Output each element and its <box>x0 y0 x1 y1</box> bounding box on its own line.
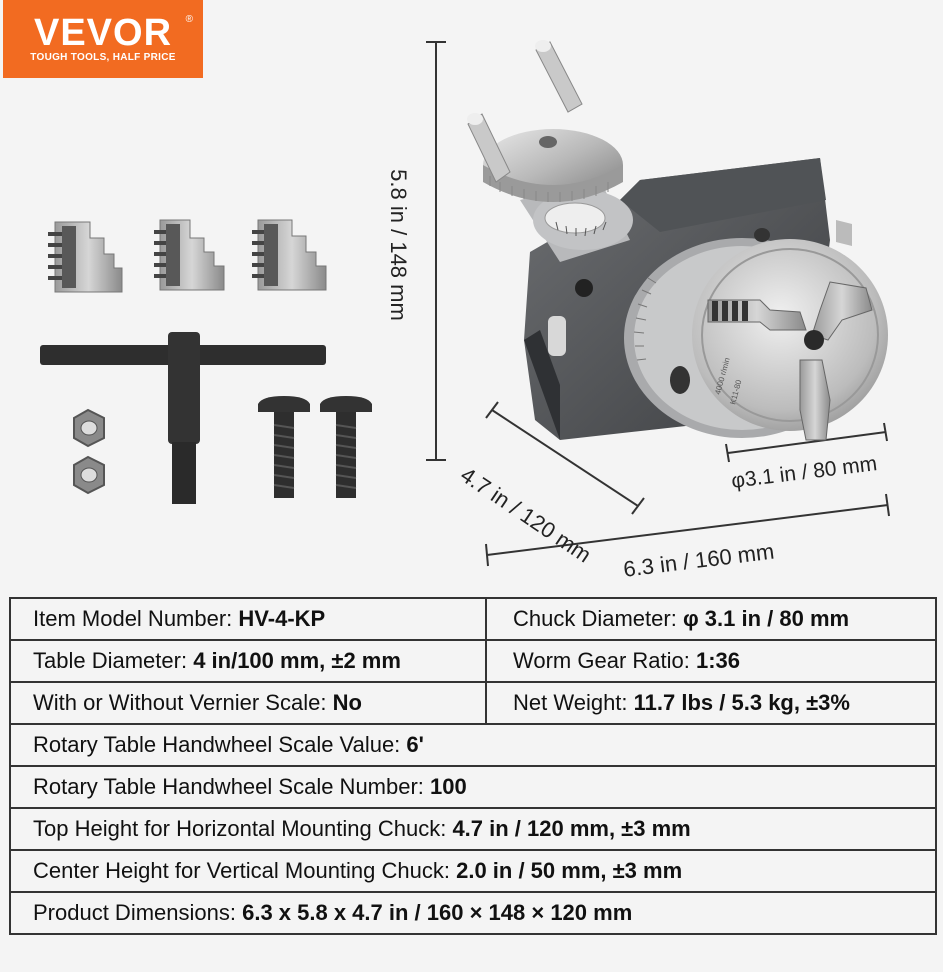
spare-jaw-2 <box>154 220 224 290</box>
spec-row <box>10 682 936 724</box>
spec-value: 4 in/100 mm, ±2 mm <box>193 648 401 673</box>
spec-label: Worm Gear Ratio: <box>513 648 696 673</box>
spec-row <box>10 850 936 892</box>
brand-tagline: TOUGH TOOLS, HALF PRICE <box>30 52 176 63</box>
spec-value: φ 3.1 in / 80 mm <box>682 606 850 631</box>
spec-row <box>10 808 936 850</box>
chuck-marking-2: K11-80 <box>728 378 744 406</box>
spec-value: 2.0 in / 50 mm, ±3 mm <box>456 858 683 883</box>
depth-dimension-label: 4.7 in / 120 mm <box>456 462 596 568</box>
spec-cell-top-height <box>10 808 936 850</box>
spec-table <box>9 597 937 935</box>
spec-cell-scale-number <box>10 766 936 808</box>
registered-mark: ® <box>185 14 193 25</box>
spec-value: 100 <box>430 774 467 799</box>
spec-value: No <box>332 690 362 715</box>
spec-value: HV-4-KP <box>238 606 326 631</box>
spec-label: Item Model Number: <box>33 606 239 631</box>
spec-cell-chuck-diameter <box>486 598 936 640</box>
spec-value: 4.7 in / 120 mm, ±3 mm <box>452 816 691 841</box>
spec-cell-net-weight <box>486 682 936 724</box>
spare-jaw-1 <box>48 222 122 292</box>
spec-value: 11.7 lbs / 5.3 kg, ±3% <box>633 690 850 715</box>
spec-label: Chuck Diameter: <box>513 606 683 631</box>
spec-row <box>10 724 936 766</box>
spec-cell-table-diameter <box>10 640 486 682</box>
spec-row <box>10 640 936 682</box>
spec-cell-product-dims <box>10 892 936 934</box>
t-bolt-2 <box>320 396 372 498</box>
spec-cell-model <box>10 598 486 640</box>
hex-nut-2 <box>74 457 104 493</box>
spec-row <box>10 766 936 808</box>
spec-cell-vernier <box>10 682 486 724</box>
brand-name: VEVOR <box>33 12 173 54</box>
width-dimension-label: 6.3 in / 160 mm <box>622 538 776 582</box>
spec-value: 6' <box>406 732 424 757</box>
spec-label: Table Diameter: <box>33 648 194 673</box>
spec-row <box>10 598 936 640</box>
height-dimension-label: 5.8 in / 148 mm <box>385 169 411 321</box>
spec-cell-center-height <box>10 850 936 892</box>
spec-label: With or Without Vernier Scale: <box>33 690 333 715</box>
spec-label: Rotary Table Handwheel Scale Number: <box>33 774 431 799</box>
spare-jaw-3 <box>252 220 326 290</box>
spec-row <box>10 892 936 934</box>
spec-cell-scale-value <box>10 724 936 766</box>
spec-label: Rotary Table Handwheel Scale Value: <box>33 732 407 757</box>
spec-cell-worm-ratio <box>486 640 936 682</box>
spec-label: Top Height for Horizontal Mounting Chuck: <box>33 816 453 841</box>
spec-value: 6.3 x 5.8 x 4.7 in / 160 × 148 × 120 mm <box>242 900 633 925</box>
t-bolt-1 <box>258 396 310 498</box>
chuck-marking-1: 4000 r/min <box>713 356 732 396</box>
spec-label: Center Height for Vertical Mounting Chuck: <box>33 858 457 883</box>
spec-label: Product Dimensions: <box>33 900 243 925</box>
spec-value: 1:36 <box>695 648 741 673</box>
hex-nut-1 <box>74 410 104 446</box>
chuck-dimension-label: φ3.1 in / 80 mm <box>730 452 879 493</box>
spec-label: Net Weight: <box>513 690 634 715</box>
dividing-head <box>467 40 888 440</box>
